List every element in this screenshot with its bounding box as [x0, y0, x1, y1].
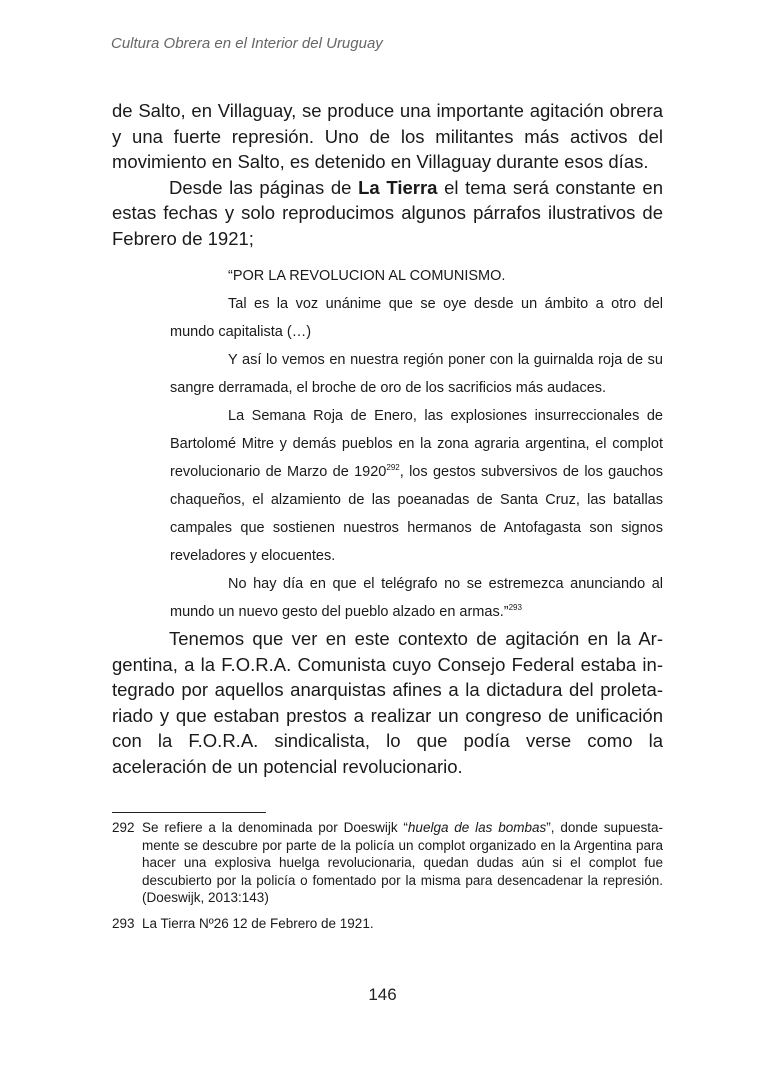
- footnote-ref-293[interactable]: 293: [508, 603, 522, 612]
- footnote-292-start: Se refiere a la denominada por Doeswijk “: [142, 820, 408, 835]
- paragraph-2-start: Desde las páginas de: [169, 176, 359, 198]
- footnote-number: 293: [112, 915, 135, 931]
- closing-text: [112, 626, 663, 779]
- footnote-292-end: ”, donde supuestamente se descubre por parte de la policía un complot organizado en la Argentina para hacer una explosiva huelga revolucionaria, quedan dudas aún si el complot fue descubierto por la policía o fomentado por la misma para desencadenar la represión. (Doeswijk, 2013:143): [142, 820, 663, 906]
- paragraph-2: [112, 175, 663, 252]
- footnote-293-text: La Tierra Nº26 12 de Febrero de 1921.: [142, 915, 374, 931]
- footnote-293: [112, 915, 663, 933]
- intro-text: [112, 98, 663, 251]
- footnote-ref-292[interactable]: 292: [386, 463, 400, 472]
- footnotes: [112, 819, 663, 941]
- footnote-number: 292: [112, 820, 135, 835]
- footnote-292: [112, 819, 663, 907]
- quote-line-1: “POR LA REVOLUCION AL COMUNISMO.: [228, 268, 506, 284]
- paragraph-2-end: el tema será constante en estas fechas y solo reproducimos algunos párrafos ilustrativos de Febrero de 1921;: [112, 176, 663, 249]
- quote-5-text: No hay día en que el telégrafo no se estremezca anunciando al mundo un nuevo gesto del pueblo alzado en armas.”: [170, 576, 663, 620]
- block-quote: [170, 262, 663, 626]
- newspaper-title: La Tierra: [358, 176, 438, 198]
- page-number: 146: [368, 985, 397, 1004]
- quote-paragraph-3: Y así lo vemos en nuestra región poner con la guirnalda roja de su sangre derramada, el broche de oro de los sacrificios más audaces.: [170, 352, 663, 396]
- quote-paragraph-2: Tal es la voz unánime que se oye desde un ámbito a otro del mundo capitalista (…): [170, 296, 663, 340]
- footnote-292-italic: huelga de las bombas: [407, 820, 547, 835]
- quote-4-start: La Semana Roja de Enero, las explosiones insurreccionales de Bartolomé Mitre y demás pueblos en la zona agraria argentina, el complot revolucionario de Marzo de 1920: [170, 408, 663, 480]
- footnote-divider: [112, 812, 266, 813]
- quote-paragraph-5: [170, 570, 663, 626]
- paragraph-1: de Salto, en Villaguay, se produce una importante agitación obrera y una fuerte represión. Uno de los militantes más activos del movimiento en Salto, es detenido en Villaguay durante esos días.: [112, 100, 663, 172]
- paragraph-3: Tenemos que ver en este contexto de agitación en la Argentina, a la F.O.R.A. Comunista cuyo Consejo Federal estaba integrado por aquellos anarquistas afines a la dictadura del proletariado y que estaban prestos a realizar un congreso de unificación con la F.O.R.A. sindicalista, lo que podía verse como la aceleración de un potencial revolucionario.: [112, 628, 663, 777]
- running-header: Cultura Obrera en el Interior del Uruguay: [111, 35, 383, 52]
- quote-paragraph-4: [170, 402, 663, 570]
- quote-4-end: , los gestos subversivos de los gauchos chaqueños, el alzamiento de las poeanadas de Santa Cruz, las batallas campales que sostienen nuestros hermanos de Antofagasta son signos reveladores y elocuentes.: [170, 464, 664, 564]
